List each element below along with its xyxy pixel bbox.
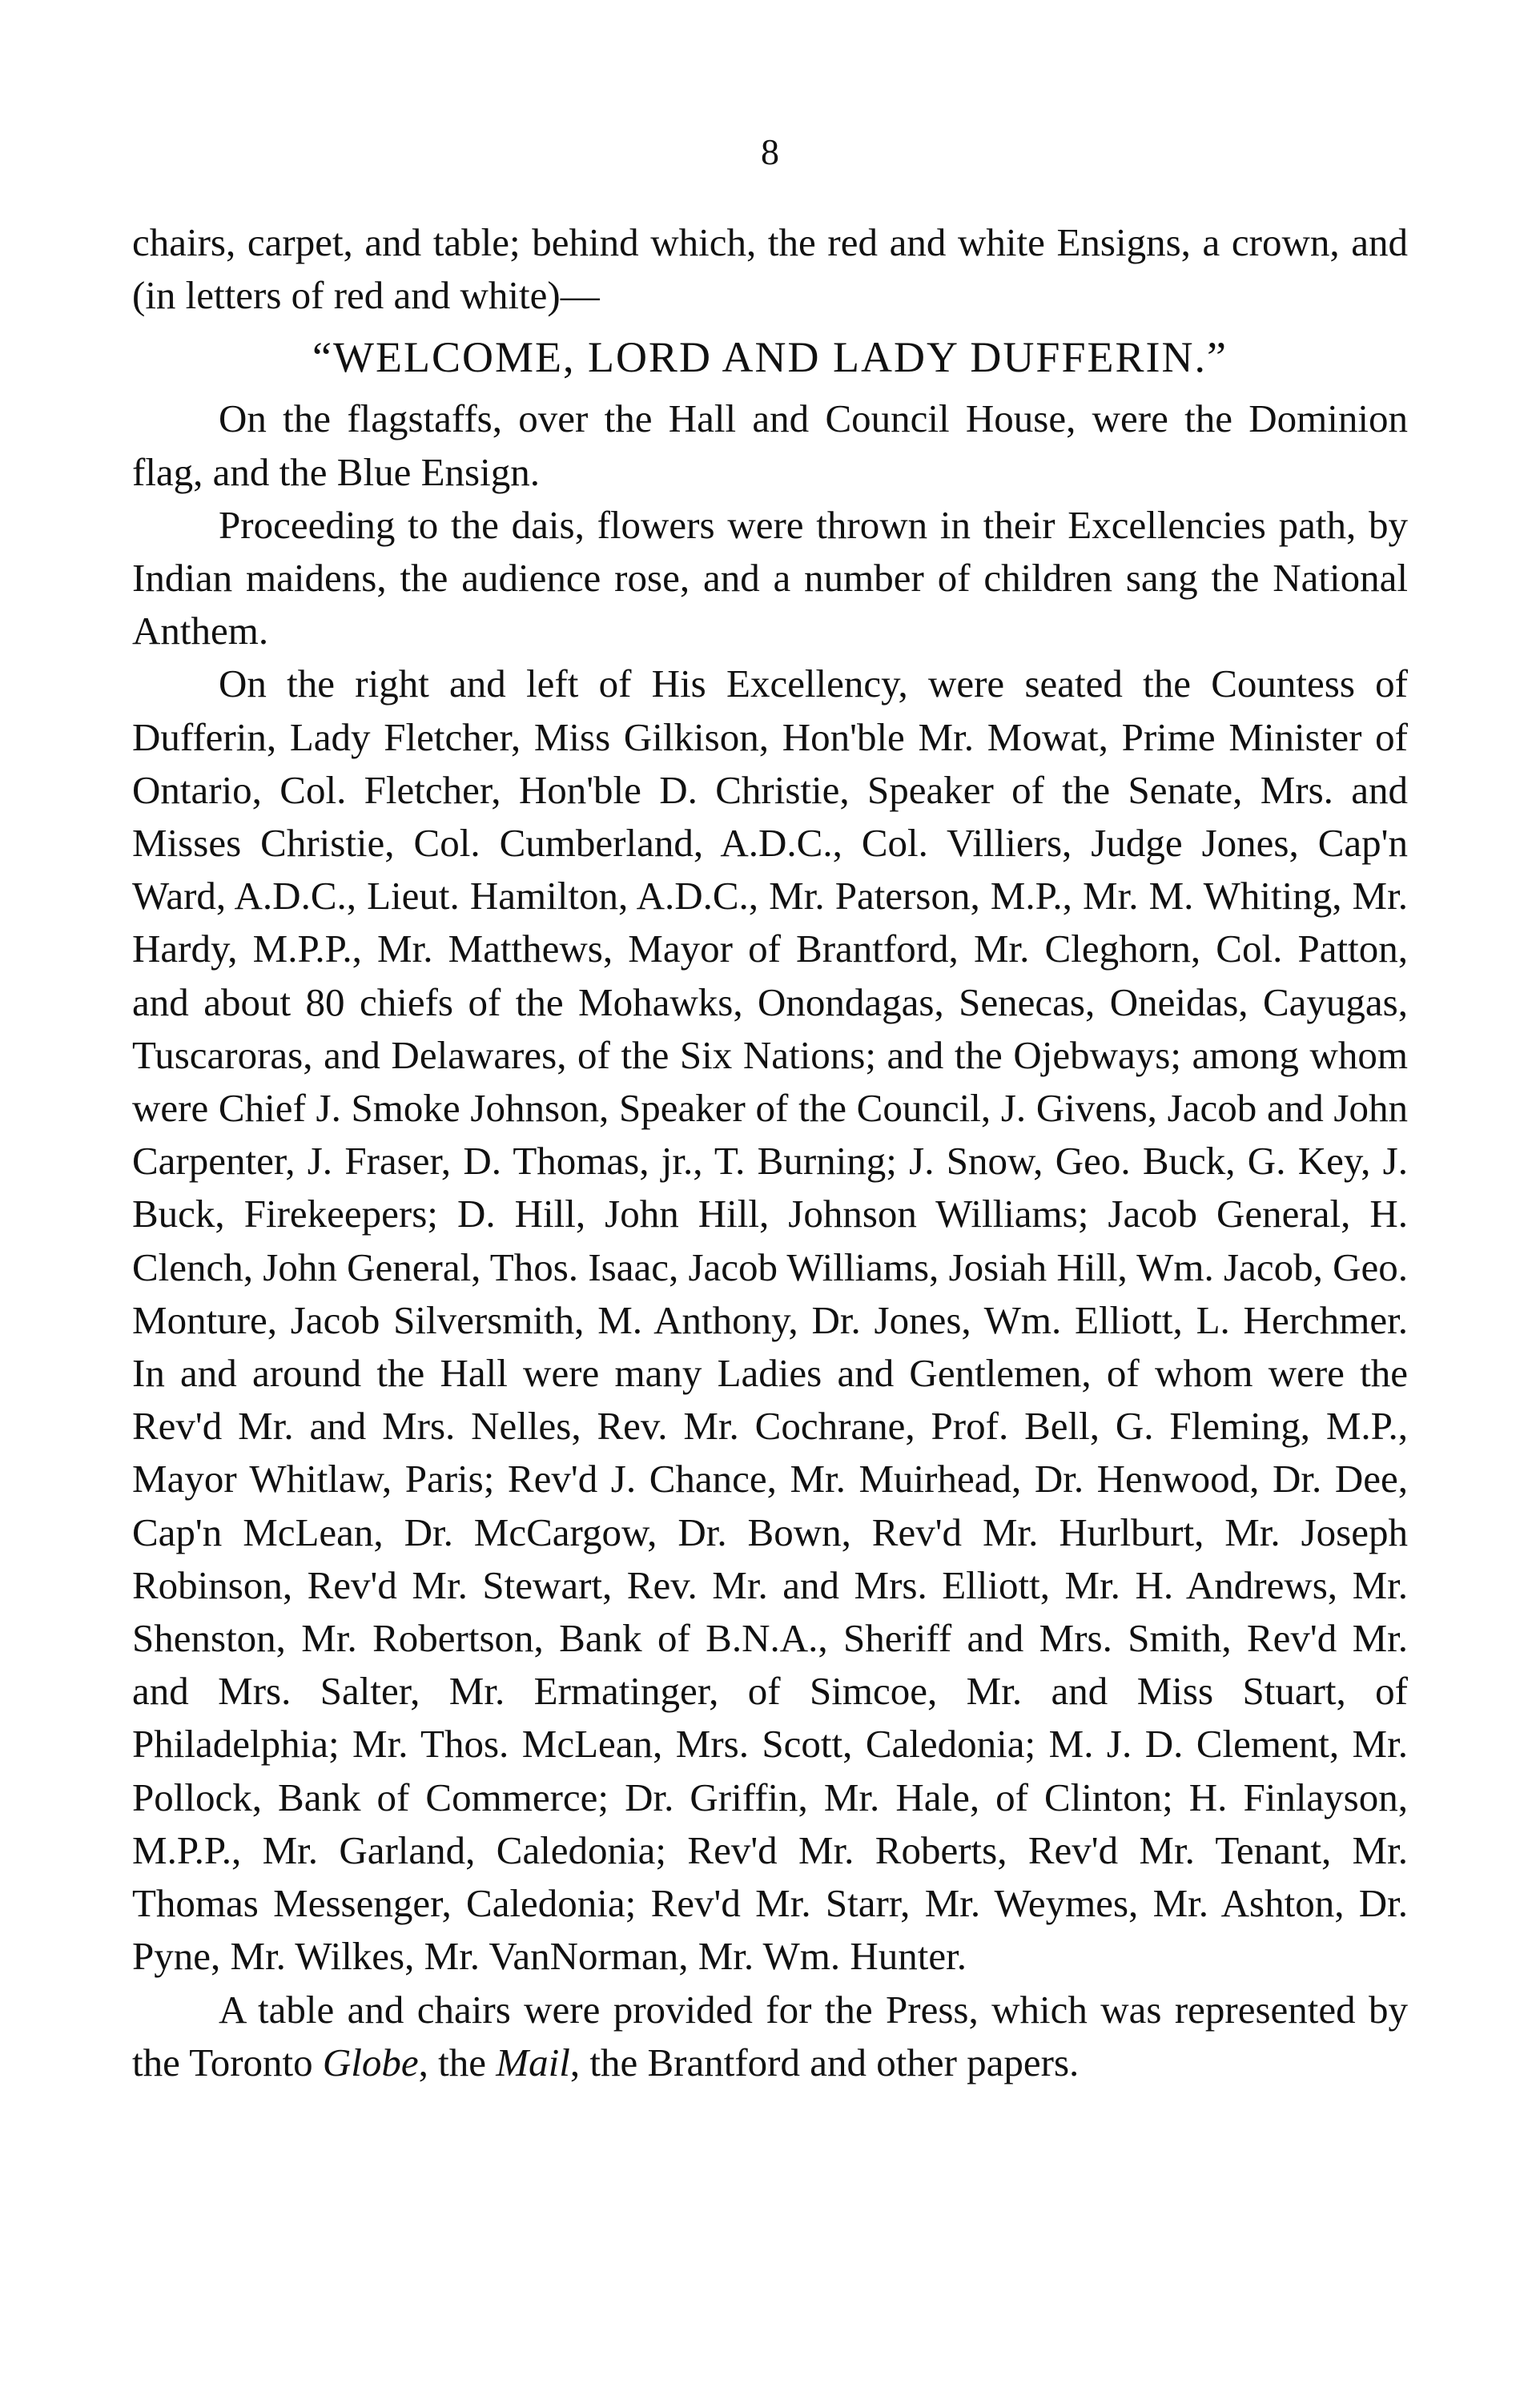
welcome-heading: “WELCOME, LORD AND LADY DUFFERIN.” (312, 333, 1228, 382)
paragraph-continuation: chairs, carpet, and table; behind which, the red and white Ensigns, a crown, and (in letters of red and white)— (132, 220, 1408, 318)
globe-newspaper: Globe (322, 2040, 419, 2084)
mail-newspaper: Mail (496, 2040, 570, 2084)
paragraph-flagstaffs: On the flagstaffs, over the Hall and Council House, were the Dominion flag, and the Blue Ensign. (132, 396, 1408, 494)
paragraph-dais: Proceeding to the dais, flowers were thrown in their Excellencies path, by Indian maidens, the audience rose, and a number of children sang the National Anthem. (132, 502, 1408, 653)
press-text-before: A table and chairs were provided for the Press, which was represented by the Toronto (132, 1987, 1408, 2084)
page-number: 8 (761, 131, 779, 172)
page-text (132, 216, 1408, 2089)
paragraph-press (132, 1984, 1408, 2089)
press-text-after: , the Brantford and other papers. (569, 2040, 1080, 2084)
paragraph-guest-list: On the right and left of His Excellency, were seated the Countess of Dufferin, Lady Fletcher, Miss Gilkison, Hon'ble Mr. Mowat, Prime Minister of Ontario, Col. Fletcher, Hon'ble D. Christie, Speaker of the Senate, Mrs. and Misses Christie, Col. Cumberland, A.D.C., Col. Villiers, Judge Jones, Cap'n Ward, A.D.C., Lieut. Hamilton, A.D.C., Mr. Paterson, M.P., Mr. M. Whiting, Mr. Hardy, M.P.P., Mr. Matthews, Mayor of Brantford, Mr. Cleghorn, Col. Patton, and about 80 chiefs of the Mohawks, Onondagas, Senecas, Oneidas, Cayugas, Tuscaroras, and Delawares, of the Six Nations; and the Ojebways; among whom were Chief J. Smoke Johnson, Speaker of the Council, J. Givens, Jacob and John Carpenter, J. Fraser, D. Thomas, jr., T. Burning; J. Snow, Geo. Buck, G. Key, J. Buck, Firekeepers; D. Hill, John Hill, Johnson Williams; Jacob General, H. Clench, John General, Thos. Isaac, Jacob Williams, Josiah Hill, Wm. Jacob, Geo. Monture, Jacob Silversmith, M. Anthony, Dr. Jones, Wm. Elliott, L. Herchmer. In and around the Hall were many Ladies and Gentlemen, of whom were the Rev'd Mr. and Mrs. Nelles, Rev. Mr. Cochrane, Prof. Bell, G. Fleming, M.P., Mayor Whitlaw, Paris; Rev'd J. Chance, Mr. Muirhead, Dr. Henwood, Dr. Dee, Cap'n McLean, Dr. McCargow, Dr. Bown, Rev'd Mr. Hurlburt, Mr. Joseph Robinson, Rev'd Mr. Stewart, Rev. Mr. and Mrs. Elliott, Mr. H. Andrews, Mr. Shenston, Mr. Robertson, Bank of B.N.A., Sheriff and Mrs. Smith, Rev'd Mr. and Mrs. Salter, Mr. Ermatinger, of Simcoe, Mr. and Miss Stuart, of Philadelphia; Mr. Thos. McLean, Mrs. Scott, Caledonia; M. J. D. Clement, Mr. Pollock, Bank of Commerce; Dr. Griffin, Mr. Hale, of Clinton; H. Finlayson, M.P.P., Mr. Garland, Caledonia; Rev'd Mr. Roberts, Rev'd Mr. Tenant, Mr. Thomas Messenger, Caledonia; Rev'd Mr. Starr, Mr. Weymes, Mr. Ashton, Dr. Pyne, Mr. Wilkes, Mr. VanNorman, Mr. Wm. Hunter. (132, 661, 1408, 1979)
press-text-mid: , the (418, 2040, 497, 2084)
